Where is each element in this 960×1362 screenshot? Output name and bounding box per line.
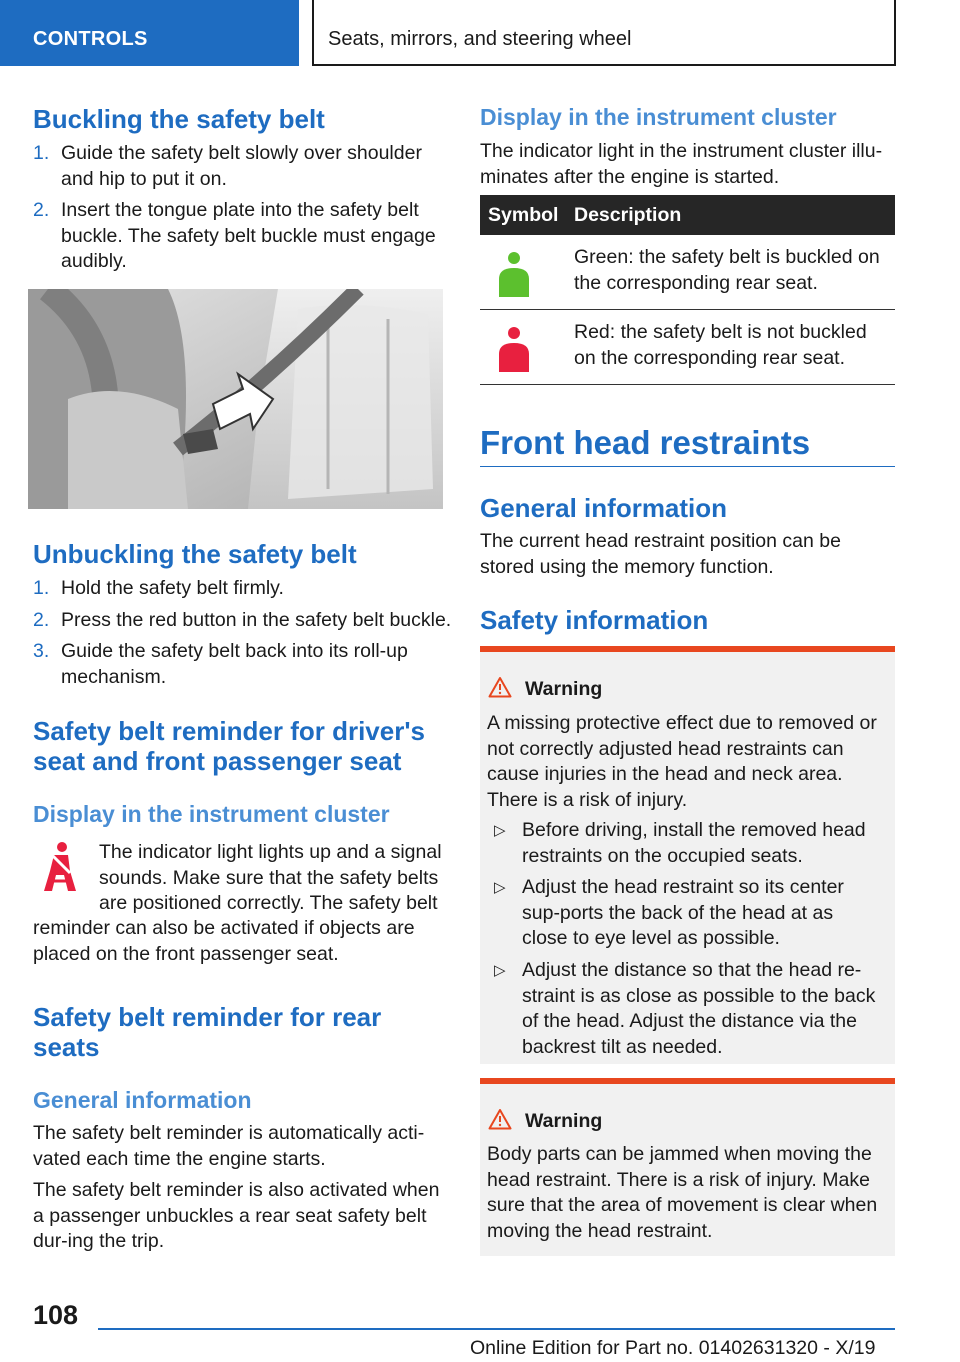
reminder-front-text-line: sounds. Make sure that the safety belts — [99, 866, 439, 889]
reminder-rear-heading — [33, 1002, 453, 1062]
reminder-front-text-wrap — [99, 840, 449, 917]
chapter-title: Seats, mirrors, and steering wheel — [312, 0, 896, 66]
reminder-rear-subheading: General information — [33, 1087, 252, 1113]
step-text: Guide the safety belt slowly over shoulder and hip to put it on. — [61, 142, 422, 190]
step-text: Hold the safety belt firmly. — [61, 577, 284, 599]
footer-divider — [98, 1328, 895, 1330]
general-info-heading: General information — [480, 493, 728, 523]
warning-triangle-icon — [488, 676, 512, 698]
bullet-triangle-icon: ▷ — [494, 879, 506, 896]
reminder-front-text-line: are positioned correctly. The safety belt — [99, 892, 438, 914]
step-text: Insert the tongue plate into the safety belt buckle. The safety belt buckle must engage audibly. — [61, 199, 436, 272]
seatbelt-reminder-icon — [40, 841, 78, 895]
reminder-front-text-line: The indicator light lights up and a signal — [99, 841, 442, 863]
warning-box — [480, 1078, 895, 1256]
list-item — [33, 639, 453, 690]
head-restraints-heading: Front head restraints — [480, 424, 811, 461]
bullet-triangle-icon: ▷ — [494, 822, 506, 839]
warning-text: A missing protective effect due to removed or not correctly adjusted head restraints can cause injuries in the head and neck area. There is a risk of injury. — [487, 712, 877, 811]
cluster-text: The indicator light in the instrument cluster illu-minates after the engine is started. — [480, 140, 883, 188]
step-number: 1. — [33, 577, 50, 599]
step-text: Guide the safety belt back into its roll-up mechanism. — [61, 640, 408, 688]
list-item — [33, 608, 453, 634]
warning-triangle-icon — [488, 1108, 512, 1130]
reminder-rear-paragraph-2: The safety belt reminder is also activated when a passenger unbuckles a rear seat safety belt dur-ing the trip. — [33, 1179, 440, 1252]
table-row — [480, 310, 895, 385]
list-item — [494, 875, 884, 952]
heading-line: seats — [33, 1032, 100, 1062]
reminder-rear-paragraph-1: The safety belt reminder is automatically acti-vated each time the engine starts. — [33, 1122, 425, 1170]
reminder-front-text-rest: reminder can also be activated if objects are placed on the front passenger seat. — [33, 917, 415, 965]
step-number: 3. — [33, 640, 50, 662]
column-header: Description — [574, 204, 682, 226]
list-item — [33, 141, 448, 192]
unbuckling-heading: Unbuckling the safety belt — [33, 539, 357, 569]
general-info-text: The current head restraint position can be stored using the memory function. — [480, 530, 841, 578]
step-number: 1. — [33, 142, 50, 164]
person-green-icon — [498, 251, 530, 297]
page-number: 108 — [33, 1300, 79, 1330]
safety-info-heading: Safety information — [480, 605, 709, 635]
column-header: Symbol — [488, 204, 559, 226]
reminder-front-heading — [33, 716, 453, 776]
warning-title: Warning — [525, 1110, 603, 1132]
bullet-text: Before driving, install the removed head restraints on the occupied seats. — [522, 819, 866, 867]
warning-text: Body parts can be jammed when moving the head restraint. There is a risk of injury. Make sure that the area of movement is clear when moving the head restraint. — [487, 1143, 878, 1242]
cluster-heading: Display in the instrument cluster — [480, 104, 837, 130]
list-item — [33, 576, 453, 602]
list-item — [494, 958, 884, 1060]
list-item — [494, 818, 884, 869]
page-header — [0, 0, 960, 66]
section-label: CONTROLS — [0, 0, 299, 66]
edition-text: Online Edition for Part no. 01402631320 - X/19 — [470, 1337, 876, 1359]
buckling-steps — [33, 141, 448, 281]
table-row — [480, 235, 895, 310]
warning-box — [480, 646, 895, 1064]
bullet-triangle-icon: ▷ — [494, 962, 506, 979]
heading-line: Safety belt reminder for driver's — [33, 716, 425, 746]
reminder-front-subheading: Display in the instrument cluster — [33, 801, 390, 827]
step-number: 2. — [33, 608, 50, 631]
seat-belt-buckle-photo — [28, 289, 443, 509]
heading-line: seat and front passenger seat — [33, 746, 402, 776]
table-cell-description: Red: the safety belt is not buckled on the corresponding rear seat. — [574, 321, 867, 369]
step-number: 2. — [33, 199, 50, 221]
bullet-text: Adjust the head restraint so its center sup-ports the back of the head at as close to eye level as possible. — [522, 876, 844, 949]
step-text: Press the red button in the safety belt buckle. — [61, 608, 452, 631]
heading-line: Safety belt reminder for rear — [33, 1002, 382, 1032]
table-cell-description: Green: the safety belt is buckled on the corresponding rear seat. — [574, 246, 880, 294]
indicator-table — [480, 195, 895, 385]
table-header — [480, 195, 895, 235]
buckling-heading: Buckling the safety belt — [33, 104, 325, 134]
person-red-icon — [498, 326, 530, 372]
heading-divider — [480, 466, 895, 467]
bullet-text: Adjust the distance so that the head re-straint is as close as possible to the back of the head. Adjust the distance via the backrest tilt as needed. — [522, 959, 876, 1058]
warning-title: Warning — [525, 678, 603, 700]
list-item — [33, 198, 448, 275]
unbuckling-steps — [33, 576, 453, 696]
